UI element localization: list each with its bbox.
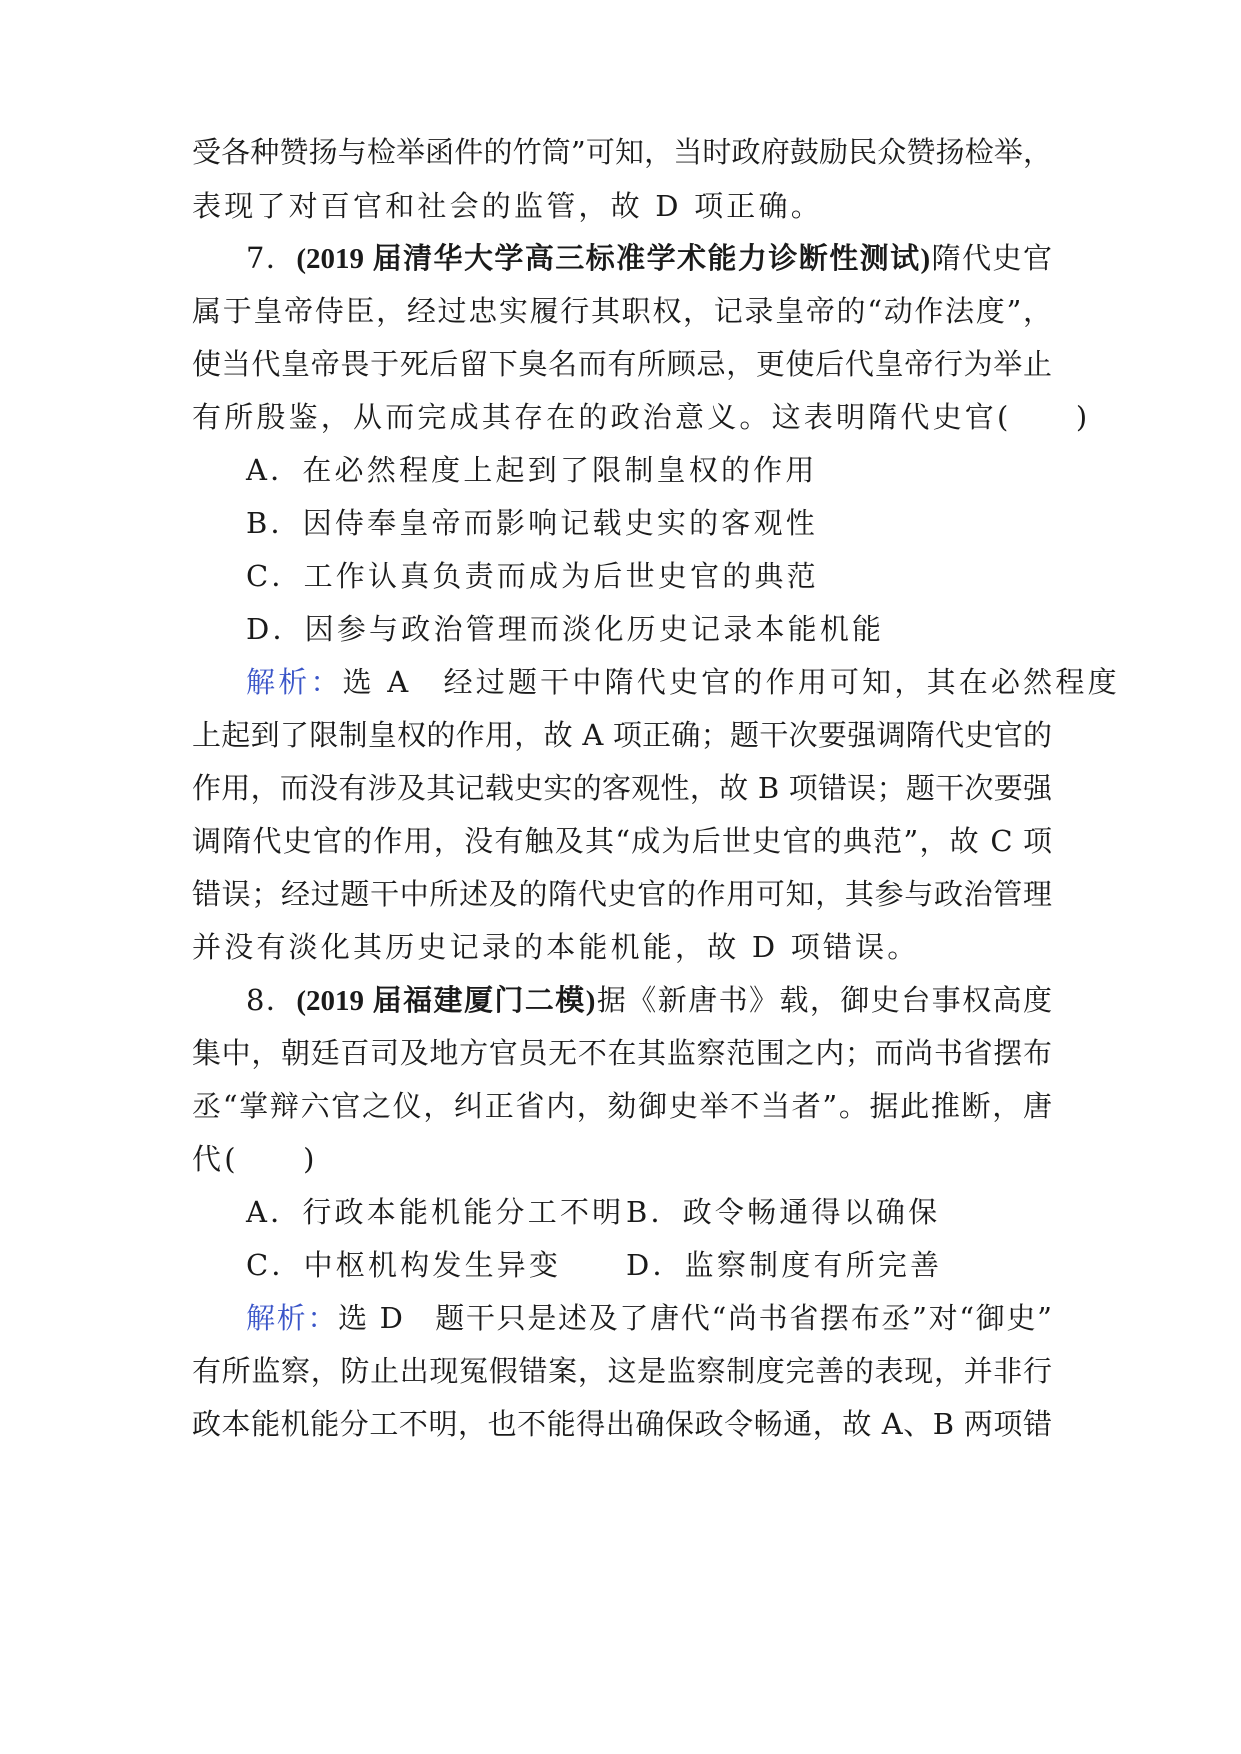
text-line: 有所监察，防止出现冤假错案，这是监察制度完善的表现，并非行 xyxy=(192,1354,1052,1388)
analysis-text: 选 D 题干只是述及了唐代“尚书省摆布丞”对“御史” xyxy=(338,1301,1052,1335)
option-row xyxy=(246,1192,1106,1232)
text-line: 丞“掌辩六官之仪，纠正省内，劾御史举不当者”。据此推断，唐 xyxy=(192,1089,1052,1123)
text-line: 并没有淡化其历史记录的本能机能，故 D 项错误。 xyxy=(192,930,920,964)
text-line: 表现了对百官和社会的监管，故 D 项正确。 xyxy=(192,189,823,223)
option-row xyxy=(246,1245,1106,1285)
analysis-first-line xyxy=(246,1298,1052,1338)
question-number: 7． xyxy=(246,241,297,275)
option-b: B．政令畅通得以确保 xyxy=(626,1195,941,1229)
text-line: 调隋代史官的作用，没有触及其“成为后世史官的典范”，故 C 项 xyxy=(192,824,1052,858)
analysis-label: 解析： xyxy=(246,665,343,699)
text-line: 有所殷鉴，从而完成其存在的政治意义。这表明隋代史官( ) xyxy=(192,400,1091,434)
option-d: D．因参与政治管理而淡化历史记录本能机能 xyxy=(246,612,885,646)
text-line: 使当代皇帝畏于死后留下臭名而有所顾忌，更使后代皇帝行为举止 xyxy=(192,347,1052,381)
text-line: 上起到了限制皇权的作用，故 A 项正确；题干次要强调隋代史官的 xyxy=(192,718,1052,752)
stem-text: 据《新唐书》载，御史台事权高度 xyxy=(595,983,1052,1017)
question-8-stem-first-line xyxy=(246,980,1052,1020)
analysis-text: 选 A 经过题干中隋代史官的作用可知，其在必然程度 xyxy=(342,665,1120,699)
question-number: 8． xyxy=(246,983,297,1017)
text-line: 集中，朝廷百司及地方官员无不在其监察范围之内；而尚书省摆布 xyxy=(192,1036,1052,1070)
text-line: 受各种赞扬与检举函件的竹筒”可知，当时政府鼓励民众赞扬检举， xyxy=(192,135,1052,169)
text-line: 属于皇帝侍臣，经过忠实履行其职权，记录皇帝的“动作法度”， xyxy=(192,294,1052,328)
question-source: (2019 届清华大学高三标准学术能力诊断性测试) xyxy=(296,243,931,275)
question-source: (2019 届福建厦门二模) xyxy=(296,985,596,1017)
option-c: C．工作认真负责而成为后世史官的典范 xyxy=(246,559,819,593)
option-d: D．监察制度有所完善 xyxy=(626,1248,943,1282)
option-a: A．行政本能机能分工不明 xyxy=(246,1195,625,1229)
text-line: 错误；经过题干中所述及的隋代史官的作用可知，其参与政治管理 xyxy=(192,877,1052,911)
option-b: B．因侍奉皇帝而影响记载史实的客观性 xyxy=(246,506,818,540)
analysis-first-line xyxy=(246,662,1120,702)
option-c: C．中枢机构发生异变 xyxy=(246,1248,562,1282)
analysis-label: 解析： xyxy=(246,1301,339,1335)
text-line: 作用，而没有涉及其记载史实的客观性，故 B 项错误；题干次要强 xyxy=(192,771,1052,805)
text-line: 代( ) xyxy=(192,1142,318,1176)
stem-text: 隋代史官 xyxy=(930,241,1052,275)
text-line: 政本能机能分工不明，也不能得出确保政令畅通，故 A、B 两项错 xyxy=(192,1407,1052,1441)
question-7-stem-first-line xyxy=(246,238,1052,278)
option-a: A．在必然程度上起到了限制皇权的作用 xyxy=(246,453,818,487)
